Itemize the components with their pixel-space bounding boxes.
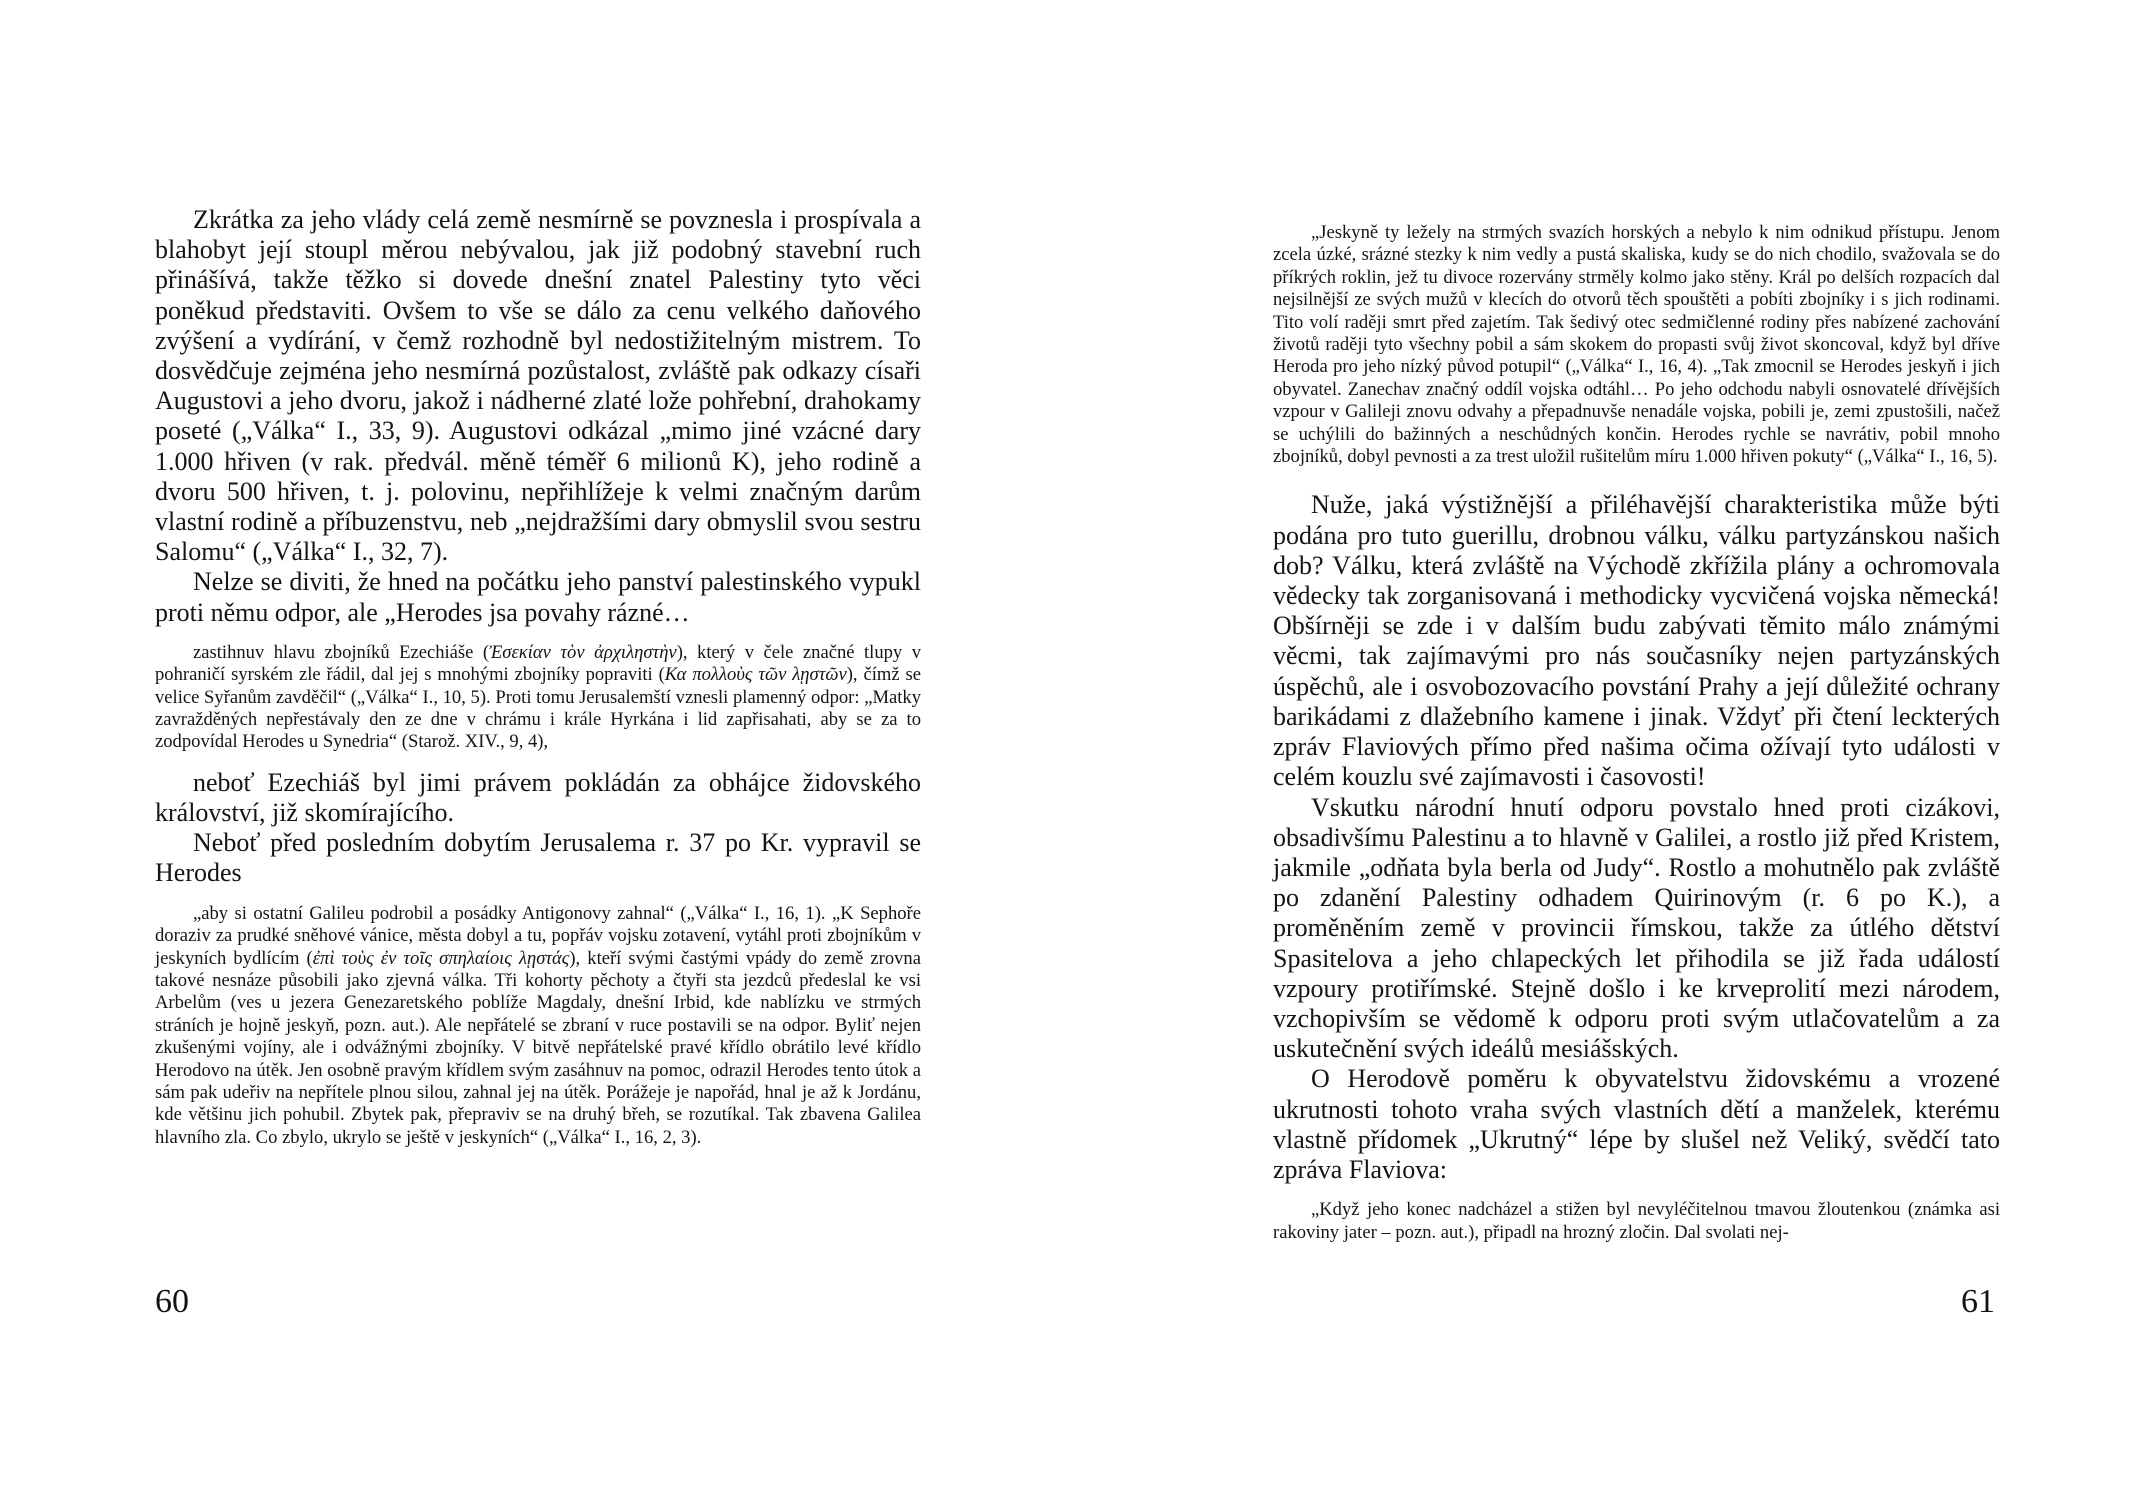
quote-text: zastihnuv hlavu zbojníků Ezechiáše ( bbox=[193, 641, 490, 663]
block-quote bbox=[155, 642, 921, 754]
block-quote bbox=[155, 903, 921, 1149]
block-quote: „Když jeho konec nadcházel a stižen byl nevyléčitelnou tmavou žloutenkou (známka asi rakoviny jater – pozn. aut.), připadl na hrozný zločin. Dal svolati nej- bbox=[1273, 1199, 2000, 1243]
body-paragraph: Nelze se diviti, že hned na počátku jeho panství palestinského vypukl proti němu odpor, ale „Herodes jsa povahy rázné… bbox=[155, 567, 921, 627]
body-paragraph: Neboť před posledním dobytím Jerusalema r. 37 po Kr. vypravil se Herodes bbox=[155, 828, 921, 888]
body-paragraph: Vskutku národní hnutí odporu povstalo hned proti cizákovi, obsadivšímu Palestinu a to hlavně v Galilei, a rostlo již před Kristem, jakmile „odňata byla berla od Judy“. Rostlo a mohutnělo pak zvláště po zdanění Palestiny odhadem Quirinovým (r. 6 po K.), a proměněním země v provincii římskou, takže za útlého dětství Spasitelova a jeho chlapeckých let přihodila se již řada událostí vzpoury protiřímské. Stejně došlo i ke krveprolití mezi národem, vzchopivším se vědomě k odporu proti svým utlačovatelům a za uskutečnění svých ideálů mesiášských. bbox=[1273, 792, 2000, 1064]
greek-quote: Ἐσεκίαν τὸν ἀρχιληστὴν bbox=[489, 641, 677, 663]
block-quote: „Jeskyně ty ležely na strmých svazích horských a nebylo k nim odnikud přístupu. Jenom zcela úzké, srázné stezky k nim vedly a pustá skaliska, kudy se do nich chodilo, svažovala se do příkrých roklin, jež tu divoce rozervány strměly kolmo jako stěny. Král po delších rozpacích dal nejsilnější ze svých mužů v klecích do otvorů těch spouštěti a pobíti zbojníky i s jich rodinami. Tito volí raději smrt před zajetím. Tak šedivý otec sedmičlenné rodiny přes nabízené zachování životů raději tyto všechny pobil a sám skokem do propasti svůj život skoncoval, když byl dříve Heroda pro jeho nízký původ potupil“ („Válka“ I., 16, 4). „Tak zmocnil se Herodes jeskyň i jich obyvatel. Zanechav značný oddíl vojska odtáhl… Po jeho odchodu nabyli osnovatelé dřívějších vzpour v Galileji znovu odvahy a přepadnuvše nenadále vojska, pobili je, zemi zpustošili, načež se uchýlili do bažinných a neschůdných končin. Herodes rychle se navrátiv, pobil mnoho zbojníků, dobyl pevnosti a za trest uložil rušitelům míru 1.000 hřiven pokuty“ („Válka“ I., 16, 5). bbox=[1273, 222, 2000, 468]
greek-quote: Κα πολλοὺς τῶν λῃστῶν bbox=[664, 664, 847, 686]
page-number: 60 bbox=[155, 1283, 189, 1320]
body-paragraph: Nuže, jaká výstižnější a přiléhavější charakteristika může býti podána pro tuto guerillu, drobnou válku, válku partyzánskou našich dob? Válku, která zvláště na Východě zkřížila plány a ochromovala vědecky tak zorganisovaná i methodicky vycvičená vojska německá! Obšírněji se zde i v dalším budu zabývati těmito málo známými věcmi, tak zajímavými pro nás současníky nejen partyzánských úspěchů, ale i osvobozovacího povstání Prahy a její důležité ochrany barikádami z dlažebního kamene i jinak. Vždyť při čtení leckterých zpráv Flaviových přímo před našima očima ožívají tyto události v celém kouzlu své zajímavosti i časovosti! bbox=[1273, 490, 2000, 792]
body-paragraph: O Herodově poměru k obyvatelstvu židovskému a vrozené ukrutnosti tohoto vraha svých vlastních dětí a manželek, kterému vlastně přídomek „Ukrutný“ lépe by slušel než Veliký, svědčí tato zpráva Flaviova: bbox=[1273, 1064, 2000, 1184]
quote-text: ), který v čele značné tlupy v pohraničí syrském zle řádil, dal jej s mnohými zbojníky popraviti ( bbox=[155, 641, 922, 686]
body-paragraph: Zkrátka za jeho vlády celá země nesmírně se povznesla i prospívala a blahobyt její stoupl měrou nebývalou, jak již podobný stavební ruch přinášívá, takže těžko si dovede dnešní znatel Palestiny tyto věci poněkud představiti. Ovšem to vše se dálo za cenu velkého daňového zvýšení a vydírání, v čemž rozhodně byl nedostižitelným mistrem. To dosvědčuje zejména jeho nesmírná pozůstalost, zvláště pak odkazy císaři Augustovi a jeho dvoru, jakož i nádherné zlaté lože pohřební, drahokamy poseté („Válka“ I., 33, 9). Augustovi odkázal „mimo jiné vzácné dary 1.000 hřiven (v rak. předvál. měně téměř 6 milionů K), jeho rodině a dvoru 500 hřiven, t. j. polovinu, nepřihlížeje k velmi značným darům vlastní rodině a příbuzenstvu, neb „nejdražšími dary obmyslil svou sestru Salomu“ („Válka“ I., 32, 7). bbox=[155, 205, 921, 567]
greek-quote: ἐπὶ τοὺς ἐν τοῖς σπηλαίοις λῃστάς bbox=[312, 947, 570, 969]
page-number: 61 bbox=[1961, 1283, 1995, 1320]
body-paragraph: neboť Ezechiáš byl jimi právem pokládán za obhájce židovského království, již skomírajícího. bbox=[155, 767, 921, 828]
quote-text: ), čímž se velice Syřanům zavděčil“ („Válka“ I., 10, 5). Proti tomu Jerusalemští vznesli plamenný odpor: „Matky zavražděných nepřestávaly den ze dne v chrámu i krále Hyrkána i lid zapřisahati, aby se za to zodpovídal Herodes u Synedria“ (Starož. XIV., 9, 4), bbox=[155, 664, 921, 753]
left-text-column bbox=[155, 205, 921, 1163]
quote-text: „aby si ostatní Galileu podrobil a posádky Antigonovy zahnal“ („Válka“ I., 16, 1). „K Sephoře doraziv za prudké sněhové vánice, města dobyl a tu, popřáv vojsku zotavení, vytáhl proti zbojníkům v jeskyních bydlícím ( bbox=[155, 902, 921, 969]
right-page bbox=[1065, 0, 2130, 1500]
right-text-column bbox=[1273, 222, 2000, 1258]
quote-text: ), kteří svými častými vpády do země zrovna takové nesnáze působili jako zjevná válka. Tři kohorty pěchoty a čtyři sta jezdců předeslal ke vsi Arbelům (ves u jezera Genezaretského poblíže Magdaly, dnešní Irbid, kde nablízku ve strmých stráních je hojně jeskyň, pozn. aut.). Ale nepřátelé se zbraní v ruce postavili se na odpor. Byliť nejen zkušenými vojíny, ale i odvážnými zbojníky. V bitvě nepřátelské pravé křídlo obrátilo levé křídlo Herodovo na útěk. Jen osobně pravým křídlem svým zasáhnuv na pomoc, odrazil Herodes tento útok a sám pak udeřiv na nepřítele plnou silou, zahnal jej na útěk. Porážeje je napořád, hnal je až k Jordánu, kde většinu jich pohubil. Zbytek pak, přepraviv se na druhý břeh, se rozutíkal. Tak zbavena Galilea hlavního zla. Co zbylo, ukrylo se ještě v jeskyních“ („Válka“ I., 16, 2, 3). bbox=[155, 947, 921, 1148]
